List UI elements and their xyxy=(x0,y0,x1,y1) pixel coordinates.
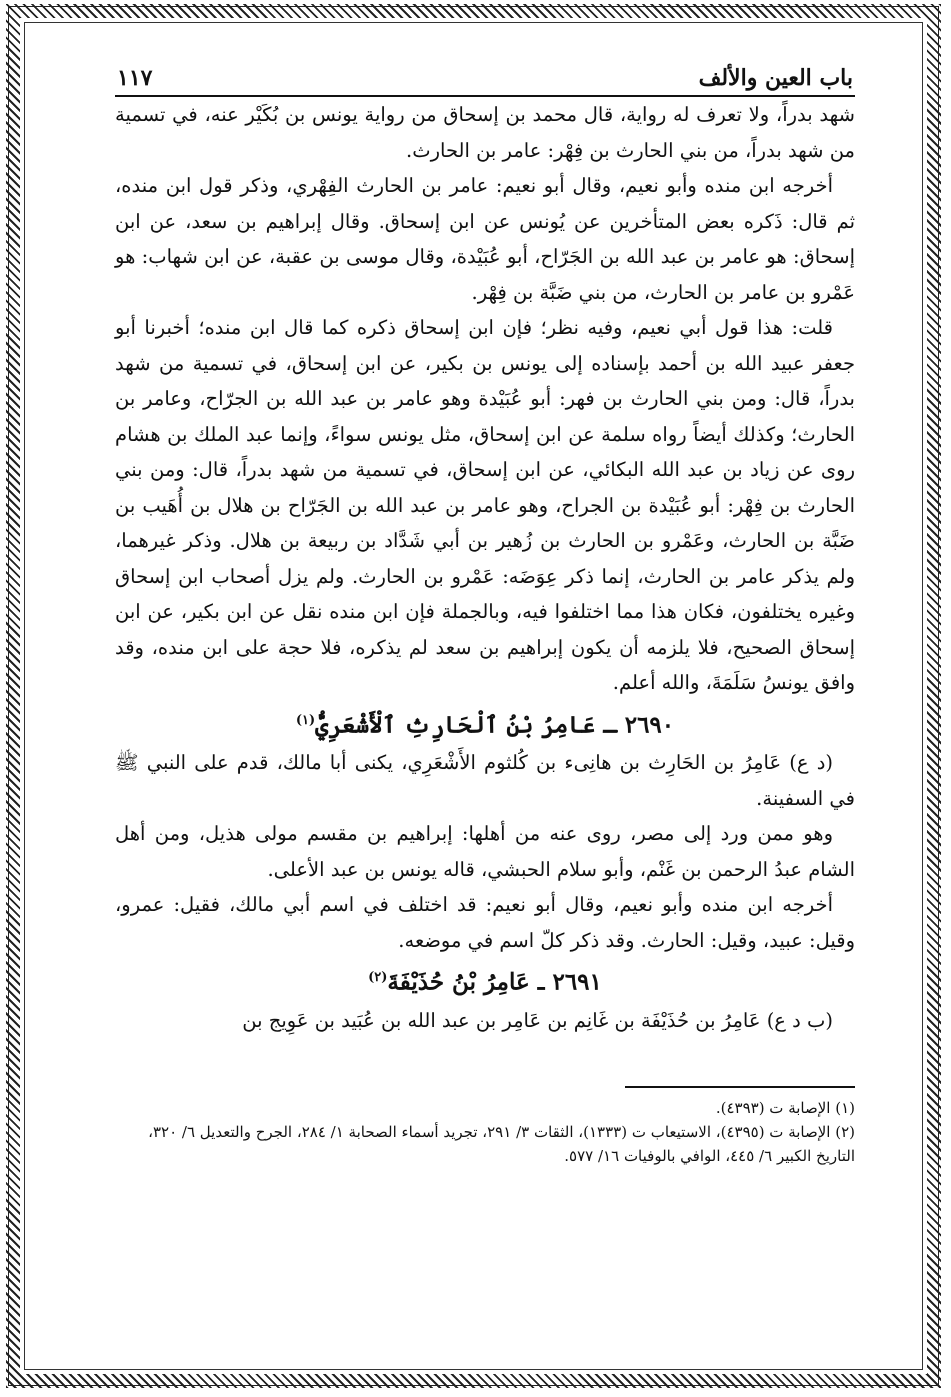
paragraph: شهد بدراً، ولا تعرف له رواية، قال محمد بن إسحاق من رواية يونس بن بُكَيْر عنه، في تسمية من شهد بدراً، من بني الحارث بن فِهْر: عامر بن الحارث. xyxy=(115,103,855,162)
entry-heading-text: ٢٦٩١ ـ عَامِرُ بْنُ حُذَيْفَةَ xyxy=(387,968,602,996)
footnotes xyxy=(115,1096,855,1168)
paragraph: أخرجه ابن منده وأبو نعيم، وقال أبو نعيم: عامر بن الحارث الفِهْري، وذكر قول ابن منده، ثم قال: ذَكره بعض المتأخرين عن يُونس عن ابن إسحاق. وقال إبراهيم بن سعد، عن ابن إسحاق: هو عامر بن عبد الله بن الجَرّاح، أبو عُبَيْدة، وقال موسى بن عقبة، عن ابن شهاب: هو عَمْرو بن عامر بن الحارث، من بني ضَبَّة بن فِهْر. xyxy=(115,174,855,304)
footnote-ref: (١) xyxy=(295,712,316,728)
entry-heading-2691 xyxy=(115,958,855,1003)
page-number: ١١٧ xyxy=(117,65,153,91)
main-text xyxy=(115,97,855,1038)
book-page xyxy=(115,55,855,1355)
paragraph: (د ع) عَامِرُ بن الحَارِث بن هانِىء بن كُلثوم الأَشْعَرِي، يكنى أبا مالك، قدم على النبي ﷺ في السفينة. xyxy=(115,751,855,810)
entry-heading-text: ٢٦٩٠ ـ عَامِرُ بْنُ ٱلْحَارِثِ ٱلْأَشْعَرِيُّ xyxy=(315,711,675,739)
footnote-ref: (٢) xyxy=(368,970,388,986)
footnote-divider xyxy=(625,1086,855,1088)
chapter-title: باب العين والألف xyxy=(698,65,853,91)
paragraph: (ب د ع) عَامِرُ بن حُذَيْفَة بن غَانِم بن عَامِر بن عبد الله بن عُبَيد بن عَوِيج بن xyxy=(242,1008,833,1032)
footnote: (٢) الإصابة ت (٤٣٩٥)، الاستيعاب ت (١٣٣٣)، الثقات ٣/ ٢٩١، تجريد أسماء الصحابة ١/ ٢٨٤، الجرح والتعديل ٦/ ٣٢٠، التاريخ الكبير ٦/ ٤٤٥، الوافي بالوفيات ١٦/ ٥٧٧. xyxy=(148,1123,855,1166)
entry-heading-2690 xyxy=(115,701,855,746)
paragraph: أخرجه ابن منده وأبو نعيم، وقال أبو نعيم: قد اختلف في اسم أبي مالك، فقيل: عمرو، وقيل: عبيد، وقيل: الحارث. وقد ذكر كلّ اسم في موضعه. xyxy=(115,893,855,952)
paragraph: قلت: هذا قول أبي نعيم، وفيه نظر؛ فإن ابن إسحاق ذكره كما قال ابن منده؛ أخبرنا أبو جعفر عبيد الله بن أحمد بإسناده إلى يونس بن بكير، عن ابن إسحاق، في تسمية من شهد بدراً، قال: ومن بني الحارث بن فهر: أبو عُبَيْدة وهو عامر بن عبد الله بن الجرّاح، وعامر بن الحارث؛ وكذلك أيضاً رواه سلمة عن ابن إسحاق، مثل يونس سواءً، وإنما عبد الملك بن هشام روى عن زياد بن عبد الله البكائي، عن ابن إسحاق، في تسمية من شهد بدراً، قال: ومن بني الحارث بن فِهْر: أبو عُبَيْدة بن الجراح، وهو عامر بن عبد الله بن الجَرّاح بن هلال بن أُهَيب بن ضَبَّة بن الحارث، وعَمْرو بن الحارث بن زُهير بن أبي شَدَّاد بن ربيعة بن هلال. وذكر غيرهما، ولم يذكر عامر بن الحارث، إنما ذكر عِوَضَه: عَمْرو بن الحارث. ولم يزل أصحاب ابن إسحاق وغيره يختلفون، فكان هذا مما اختلفوا فيه، وبالجملة فإن ابن منده نقل عن ابن بكير، عن ابن إسحاق الصحيح، فلا يلزمه أن يكون إبراهيم بن سعد لم يذكره، فلا حجة على ابن منده، وقد وافق يونسُ سَلَمَةَ، والله أعلم. xyxy=(115,316,855,694)
running-header xyxy=(115,55,855,97)
footnote: (١) الإصابة ت (٤٣٩٣). xyxy=(715,1099,855,1118)
paragraph: وهو ممن ورد إلى مصر، روى عنه من أهلها: إبراهيم بن مقسم مولى هذيل، ومن أهل الشام عبدُ الرحمن بن غَنْم، وأبو سلام الحبشي، قاله يونس بن عبد الأعلى. xyxy=(115,822,855,881)
